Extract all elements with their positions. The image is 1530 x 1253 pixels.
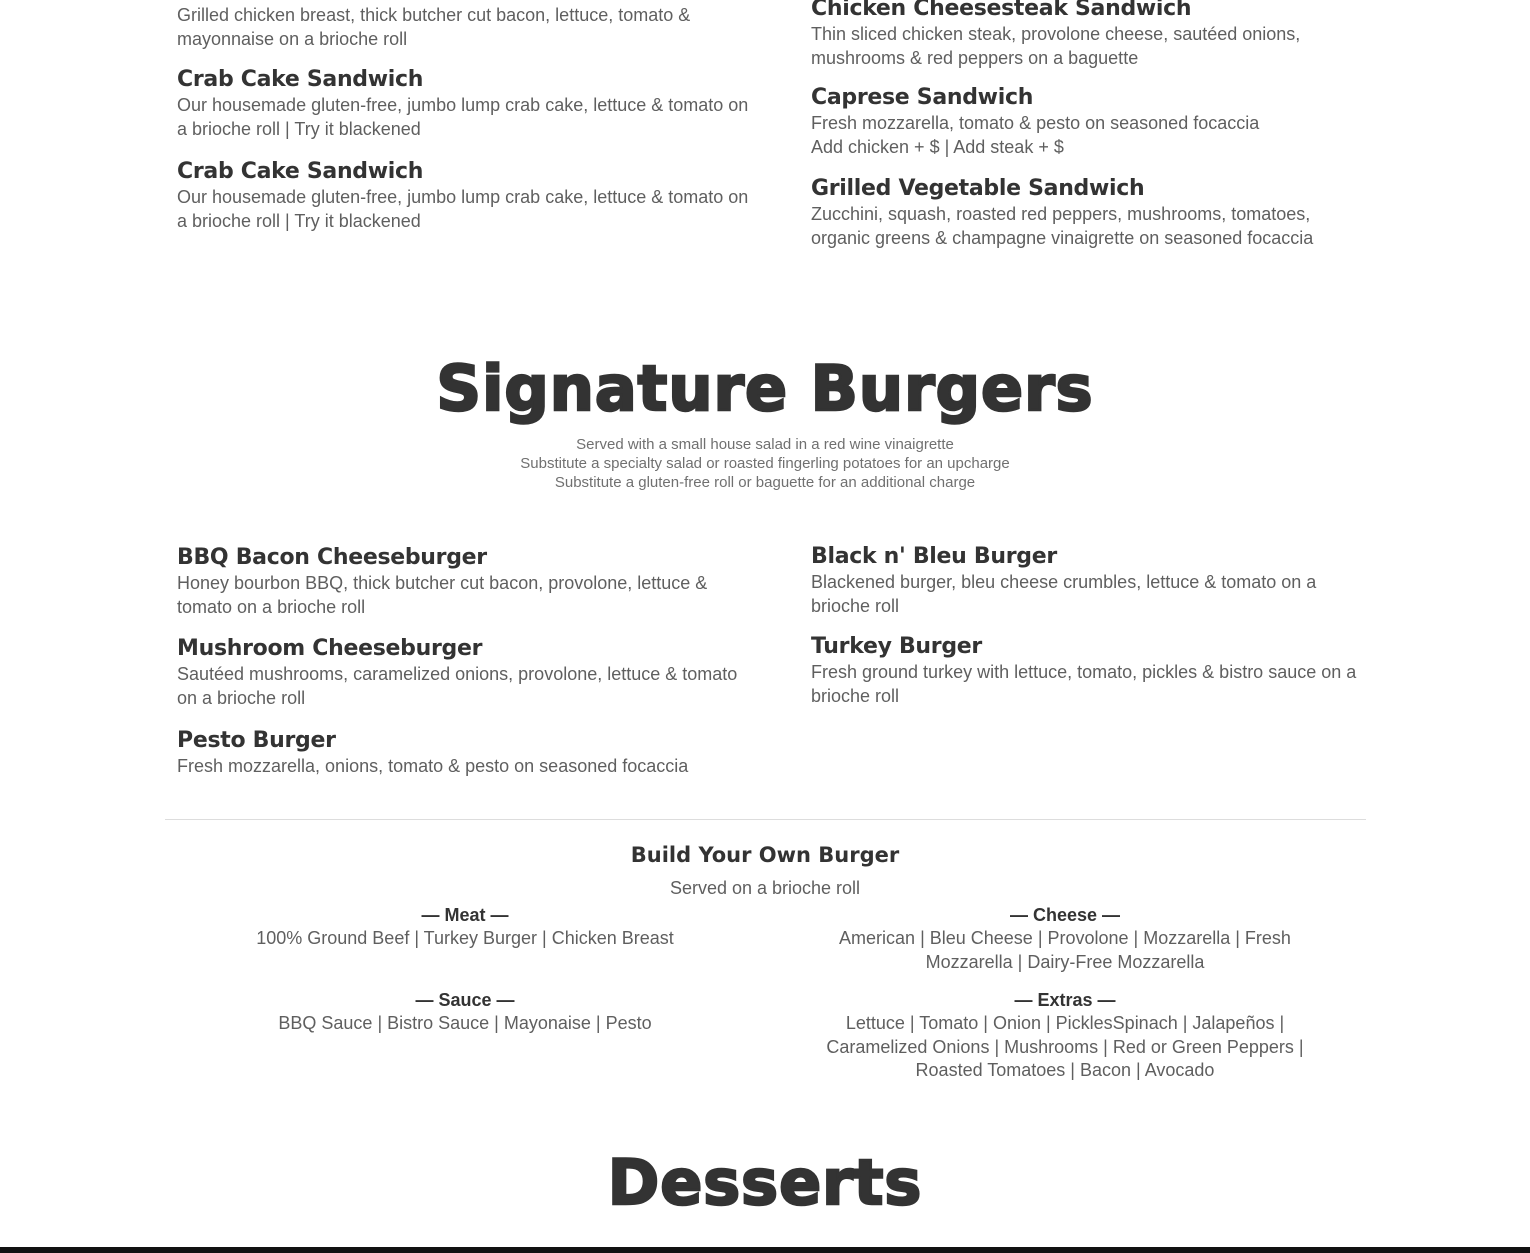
section-title-signature-burgers: Signature Burgers <box>436 352 1094 425</box>
burgers-note: Substitute a gluten-free roll or baguette for an additional charge <box>554 474 976 491</box>
menu-item-description: Fresh ground turkey with lettuce, tomato, pickles & bistro sauce on a brioche roll <box>811 662 1357 706</box>
byo-option-values: BBQ Sauce | Bistro Sauce | Mayonaise | Pesto <box>278 1013 652 1033</box>
footer-bar <box>0 1247 1530 1253</box>
byo-option-values: Lettuce | Tomato | Onion | PicklesSpinach | Jalapeños | Caramelized Onions | Mushrooms | Red or Green Peppers | Roasted Tomatoes | Bacon | Avocado <box>826 1013 1304 1080</box>
menu-item-name: Crab Cake Sandwich <box>177 67 424 92</box>
menu-item-name: Caprese Sandwich <box>811 85 1034 110</box>
menu-item-bbq-bacon-cheeseburger <box>177 545 757 619</box>
menu-item-crab-cake-sandwich <box>177 159 757 233</box>
byo-option-heading: — Cheese — <box>1009 905 1121 925</box>
menu-item-name: Mushroom Cheeseburger <box>177 636 483 661</box>
menu-item-description: Sautéed mushrooms, caramelized onions, provolone, lettuce & tomato on a brioche roll <box>177 664 738 708</box>
menu-item-description: Thin sliced chicken steak, provolone cheese, sautéed onions, mushrooms & red peppers on a baguette <box>811 24 1301 68</box>
menu-item-grilled-vegetable-sandwich <box>811 176 1366 250</box>
menu-item-description: Our housemade gluten-free, jumbo lump crab cake, lettuce & tomato on a brioche roll | Try it blackened <box>177 95 749 139</box>
menu-item-mushroom-cheeseburger <box>177 636 757 710</box>
menu-item-name: Chicken Cheesesteak Sandwich <box>811 0 1192 21</box>
menu-item-description: Blackened burger, bleu cheese crumbles, lettuce & tomato on a brioche roll <box>811 572 1317 616</box>
byo-option-heading: — Meat — <box>421 905 509 925</box>
menu-item-turkey-burger <box>811 634 1366 708</box>
build-your-own-subtitle: Served on a brioche roll <box>669 878 861 898</box>
menu-item-name: Crab Cake Sandwich <box>177 159 424 184</box>
burgers-notes <box>0 435 1530 492</box>
section-title-desserts: Desserts <box>607 1146 923 1219</box>
menu-item-description: Honey bourbon BBQ, thick butcher cut bacon, provolone, lettuce & tomato on a brioche roll <box>177 573 708 617</box>
byo-option-meat <box>165 903 765 951</box>
burgers-note: Served with a small house salad in a red wine vinaigrette <box>576 436 954 453</box>
build-your-own-title: Build Your Own Burger <box>630 843 900 867</box>
menu-item-caprese-sandwich <box>811 85 1366 159</box>
menu-item-description: Fresh mozzarella, onions, tomato & pesto on seasoned focaccia <box>177 756 689 776</box>
menu-item-name: Turkey Burger <box>811 634 982 659</box>
menu-item-description: Grilled chicken breast, thick butcher cut bacon, lettuce, tomato & mayonnaise on a brioche roll <box>177 5 691 49</box>
menu-item-chicken-cheesesteak-sandwich <box>811 0 1366 70</box>
menu-item-black-n-bleu-burger <box>811 544 1366 618</box>
menu-item-crab-cake-sandwich <box>177 67 757 141</box>
byo-option-heading: — Sauce — <box>415 990 515 1010</box>
byo-option-extras <box>795 988 1335 1083</box>
menu-item-name: Black n' Bleu Burger <box>811 544 1057 569</box>
menu-item-name: Grilled Vegetable Sandwich <box>811 176 1145 201</box>
byo-option-values: American | Bleu Cheese | Provolone | Mozzarella | Fresh Mozzarella | Dairy-Free Mozzarella <box>839 928 1291 972</box>
section-divider <box>165 819 1366 820</box>
menu-item-addons: Add chicken + $ | Add steak + $ <box>811 136 1064 157</box>
byo-option-cheese <box>795 903 1335 974</box>
menu-item-description: Our housemade gluten-free, jumbo lump crab cake, lettuce & tomato on a brioche roll | Try it blackened <box>177 187 749 231</box>
byo-option-heading: — Extras — <box>1014 990 1116 1010</box>
menu-item-name: BBQ Bacon Cheeseburger <box>177 545 487 570</box>
menu-item-description: Fresh mozzarella, tomato & pesto on seasoned focaccia <box>811 113 1260 133</box>
byo-option-values: 100% Ground Beef | Turkey Burger | Chicken Breast <box>256 928 674 948</box>
menu-item-pesto-burger <box>177 728 757 779</box>
byo-option-sauce <box>165 988 765 1036</box>
menu-item-chicken-bacon-sandwich <box>177 3 757 51</box>
burgers-note: Substitute a specialty salad or roasted fingerling potatoes for an upcharge <box>520 455 1010 472</box>
menu-item-name: Pesto Burger <box>177 728 336 753</box>
menu-item-description: Zucchini, squash, roasted red peppers, mushrooms, tomatoes, organic greens & champagne vinaigrette on seasoned focaccia <box>811 204 1314 248</box>
